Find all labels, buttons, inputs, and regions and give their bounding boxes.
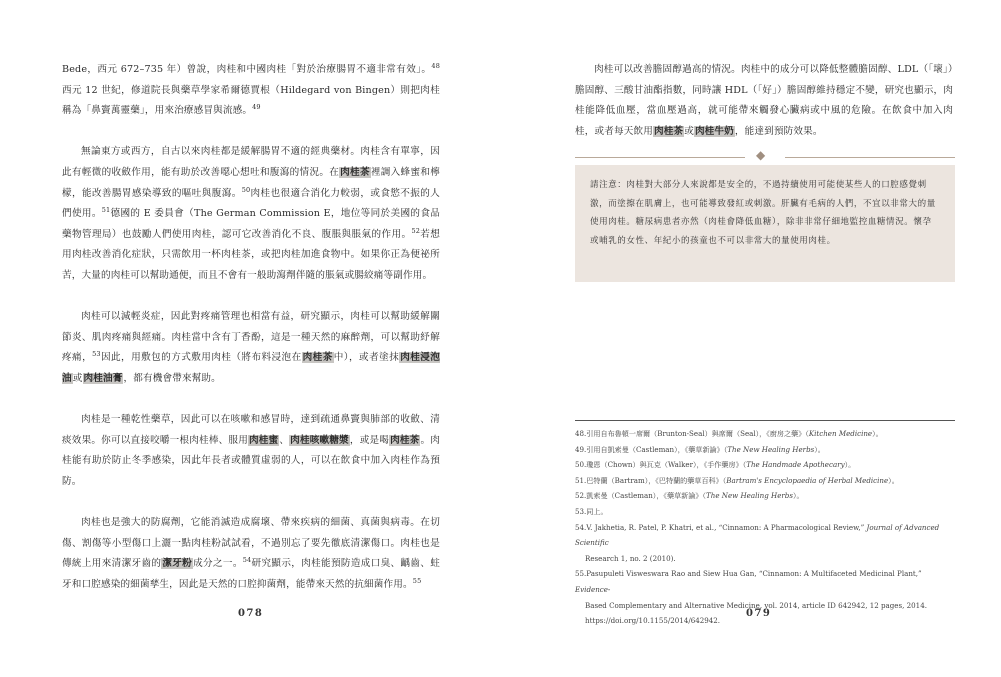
footnote-item — [575, 566, 955, 628]
footnote-number: 54. — [575, 522, 587, 532]
footnote-item — [575, 426, 955, 442]
footnote-text: 凱索曼（Castleman），《藥草新論》（ — [586, 491, 707, 501]
footnote-number: 52. — [575, 491, 587, 501]
left-page — [0, 0, 500, 677]
footnote-text: 引用自布魯頓一席爾（Brunton-Seal）與席爾（Seal），《廚房之藥》（ — [586, 429, 809, 438]
highlight-recipe[interactable]: 肉桂牛奶 — [694, 125, 734, 137]
footnote-text: ）。 — [844, 460, 856, 470]
footnote-text: ）。 — [872, 429, 883, 438]
paragraph-digestion: 無論東方或西方，自古以來肉桂都是緩解腸胃不適的經典藥材。肉桂含有單寧，因此有輕微的收斂作用，能有助於改善噁心想吐和腹瀉的情況。在肉桂茶裡調入蜂蜜和檸檬，能改善腸胃感染導致的嘔吐與腹瀉。$^{50}$肉桂也很適合消化力較弱，或食慾不振的人們使用。$^{51}$德國的 E 委員會（The German Commission E，地位等同於美國的食品藥物管理局）也鼓勵人們使用肉桂，認可它改善消化不良、腹脹與脹氣的作用。$^{52}$若想用肉桂改善消化症狀，只需飲用一杯肉桂茶，或把肉桂加進食物中。如果你正為便祕所苦，大量的肉桂可以幫助通便，而且不會有一般助瀉劑伴隨的脹氣或腸絞痛等副作用。 — [62, 146, 440, 281]
footnote-rule — [575, 420, 955, 421]
highlight-recipe[interactable]: 潔牙粉 — [162, 558, 193, 570]
footnote-ref[interactable]: 49 — [252, 103, 261, 111]
footnote-text: 引用自凱索曼（Castleman），《藥草新論》（ — [586, 444, 728, 454]
footnote-item — [575, 520, 955, 567]
highlight-recipe[interactable]: 肉桂浸泡油 — [62, 352, 441, 384]
highlight-recipe[interactable]: 肉桂茶 — [653, 125, 684, 137]
footnote-number: 50. — [575, 460, 587, 470]
divider-line — [575, 157, 745, 158]
footnote-title: Evidence- — [575, 584, 611, 594]
footnote-text: ）。 — [814, 444, 825, 454]
divider-line — [785, 157, 955, 158]
footnote-text: ）。 — [888, 475, 899, 485]
footnote-item — [575, 442, 955, 458]
footnote-item — [575, 473, 955, 489]
paragraph-cold: 肉桂是一種乾性藥草，因此可以在咳嗽和感冒時，達到疏通鼻竇與肺部的收斂、清痰效果。你可以直接咬嚼一根肉桂棒、服用肉桂蜜、肉桂咳嗽糖漿，或是喝肉桂茶。肉桂能有助於防止冬季感染，因此年長者或體質虛弱的人，可以在飲食中加入肉桂作為預防。 — [62, 414, 441, 487]
highlight-recipe[interactable]: 肉桂茶 — [390, 434, 420, 446]
footnote-ref[interactable]: 55 — [412, 576, 422, 585]
page-number: 078 — [238, 608, 264, 619]
page-number: 079 — [746, 608, 772, 619]
footnotes — [575, 426, 955, 629]
footnote-number: 53. — [575, 506, 587, 516]
ornament-icon: ◆ — [756, 148, 766, 162]
footnote-ref[interactable]: 52 — [411, 226, 421, 235]
paragraph-cholesterol: 肉桂可以改善膽固醇過高的情況。肉桂中的成分可以降低整體膽固醇、LDL（「壞」）膽固醇、三酸甘油酯指數，同時讓 HDL（「好」）膽固醇維持穩定不變，研究也顯示，肉桂能降低血壓，當血壓過高，就可能帶來觸發心臟病或中風的危險。在飲食中加入肉桂，或者每天飲用肉桂茶或肉桂牛奶，能達到預防效果。 — [575, 64, 953, 137]
footnote-item — [575, 504, 955, 520]
footnote-item — [575, 488, 955, 504]
right-body-text — [575, 60, 953, 142]
footnote-ref[interactable]: 48 — [431, 61, 440, 70]
highlight-recipe[interactable]: 肉桂油膏 — [83, 372, 123, 384]
footnote-item — [575, 457, 955, 473]
footnote-text: ）。 — [792, 491, 804, 501]
footnote-number: 48. — [575, 429, 587, 438]
highlight-recipe[interactable]: 肉桂茶 — [340, 166, 370, 178]
caution-box — [575, 165, 955, 282]
footnote-number: 51. — [575, 475, 587, 485]
paragraph-antiseptic: 肉桂也是強大的防腐劑，它能消滅造成腐壞、帶來疾病的細菌、真菌與病毒。在切傷、割傷等小型傷口上灑一點肉桂粉試試看，不過別忘了要先徹底清潔傷口。肉桂也是傳統上用來清潔牙齒的潔牙粉成分之一。$^{54}$研究顯示，肉桂能預防造成口臭、齲齒、蛀牙和口腔感染的細菌孳生，因此是天然的口腔抑菌劑，能帶來天然的抗細菌作用。$^{55}$ — [62, 517, 441, 590]
footnote-title: The New Healing Herbs — [706, 491, 793, 501]
footnote-text: 瓊恩（Chown）與瓦克（Walker），《手作藥房》（ — [586, 460, 747, 470]
paragraph-bede: Bede，西元 672–735 年）曾說，肉桂和中國肉桂「對於治療腸胃不適非常有效」。$^{48}$西元 12 世紀，修道院長與藥草學家希爾德賈根（Hildegard von Bingen）則把肉桂稱為「鼻竇萬靈藥」，用來治療感冒與流感。$^{49}$ — [62, 61, 440, 117]
footnote-ref[interactable]: 50 — [241, 185, 251, 194]
ornament-divider — [575, 148, 955, 163]
footnote-continuation: Based Complementary and Alternative Medicine, vol. 2014, article ID 642942, 12 pages, 2014. https://doi.org/10.1155/2014/642942. — [585, 600, 927, 626]
footnote-number: 49. — [575, 444, 587, 454]
footnote-title: Journal of Advanced Scientific — [575, 522, 940, 548]
highlight-recipe[interactable]: 肉桂茶 — [302, 352, 333, 364]
footnote-title: The Handmade Apothecary — [746, 460, 845, 470]
footnote-number: 55. — [575, 569, 587, 579]
right-page — [500, 0, 1001, 677]
highlight-recipe[interactable]: 肉桂咳嗽糖漿 — [290, 434, 349, 446]
footnote-title: Kitchen Medicine — [808, 429, 873, 438]
footnote-title: The New Healing Herbs — [727, 444, 815, 454]
paragraph-pain: 肉桂可以減輕炎症，因此對疼痛管理也相當有益，研究顯示，肉桂可以幫助緩解關節炎、肌肉疼痛與經痛。肉桂當中含有丁香酚，這是一種天然的麻醉劑，可以幫助紓解疼痛，$^{53}$因此，用敷包的方式敷用肉桂（將布料浸泡在肉桂茶中），或者塗抹肉桂浸泡油或肉桂油膏，都有機會帶來幫助。 — [62, 311, 441, 384]
footnote-continuation: Research 1, no. 2 (2010). — [585, 553, 676, 563]
highlight-recipe[interactable]: 肉桂蜜 — [249, 434, 279, 446]
footnote-title: Bartram's Encyclopaedia of Herbal Medicine — [726, 475, 889, 485]
left-body-text — [62, 60, 440, 595]
footnote-ref[interactable]: 53 — [92, 350, 101, 359]
footnote-text: 巴特蘭（Bartram），《巴特蘭的藥草百科》（ — [586, 475, 727, 485]
footnote-text: 同上。 — [586, 506, 608, 516]
footnote-text: V. Jakhetia, R. Patel, P. Khatri, et al., “Cinnamon: A Pharmacological Review,” — [586, 522, 867, 532]
caution-text: 請注意：肉桂對大部分人來說都是安全的，不過持續使用可能使某些人的口腔感覺刺激，而塗擦在肌膚上，也可能導致發紅或刺激。肝臟有毛病的人們，不宜以非常大的量使用肉桂。糖尿病患者亦然（肉桂會降低血糖），除非非常仔細地監控血糖情況。懷孕或哺乳的女性、年紀小的孩童也不可以非常大的量使用肉桂。 — [590, 180, 936, 246]
footnote-ref[interactable]: 51 — [101, 205, 111, 214]
footnote-text: Pasupuleti Visweswara Rao and Siew Hua Gan, “Cinnamon: A Multifaceted Medicinal Plant,” — [586, 569, 922, 579]
footnote-ref[interactable]: 54 — [242, 556, 252, 565]
